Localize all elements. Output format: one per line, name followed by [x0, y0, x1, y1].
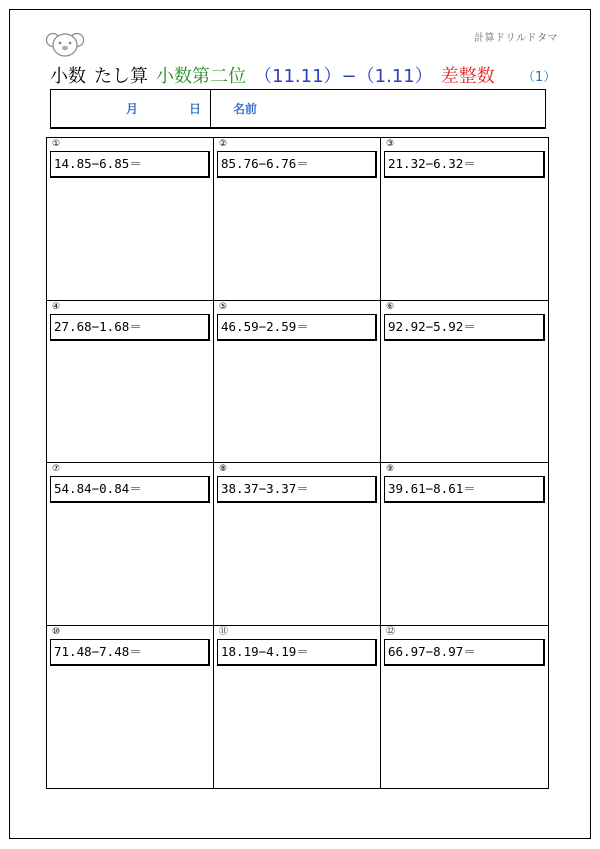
title-part-format: （11.11）−（1.11） [254, 66, 433, 87]
brand-label: 計算ドリルドタマ [474, 33, 558, 44]
problem-cell[interactable] [214, 138, 381, 301]
problem-expression: 54.84−0.84＝ [50, 476, 210, 503]
name-date-box [50, 89, 546, 129]
day-label: 日 [189, 102, 202, 116]
problem-cell[interactable] [47, 301, 214, 464]
problem-cell[interactable] [214, 463, 381, 626]
koala-face-icon [46, 28, 84, 60]
problem-expression: 14.85−6.85＝ [50, 151, 210, 178]
problem-number: ⑦ [52, 464, 61, 474]
title-part-operation: たし算 [94, 66, 148, 87]
problem-cell[interactable] [47, 626, 214, 789]
problem-cell[interactable] [381, 463, 548, 626]
problem-number: ① [52, 139, 61, 149]
problem-number: ⑩ [52, 626, 61, 637]
problem-number: ④ [52, 301, 61, 312]
problem-cell[interactable] [214, 301, 381, 464]
problem-cell[interactable] [381, 301, 548, 464]
problem-expression: 38.37−3.37＝ [217, 476, 377, 503]
title-part-decimal: 小数 [50, 66, 86, 87]
problem-expression: 39.61−8.61＝ [384, 476, 545, 503]
problem-expression: 46.59−2.59＝ [217, 314, 377, 341]
problem-expression: 71.48−7.48＝ [50, 639, 210, 666]
problem-expression: 66.97−8.97＝ [384, 639, 545, 666]
problem-expression: 21.32−6.32＝ [384, 151, 545, 178]
problem-number: ⑥ [386, 301, 395, 312]
month-label: 月 [126, 102, 139, 116]
problem-expression: 27.68−1.68＝ [50, 314, 210, 341]
problem-number: ② [219, 139, 228, 149]
problem-number: ⑨ [386, 464, 395, 474]
problem-number: ⑫ [386, 626, 396, 637]
problem-expression: 18.19−4.19＝ [217, 639, 377, 666]
problem-number: ⑧ [219, 464, 228, 474]
problem-grid [46, 137, 549, 789]
title-part-level: 小数第二位 [156, 66, 246, 87]
problem-cell[interactable] [47, 463, 214, 626]
problem-cell[interactable] [381, 138, 548, 301]
worksheet-title [50, 62, 495, 88]
name-label: 名前 [233, 102, 258, 116]
problem-expression: 92.92−5.92＝ [384, 314, 545, 341]
problem-expression: 85.76−6.76＝ [217, 151, 377, 178]
sheet-number: （1） [522, 70, 557, 85]
name-box-divider [210, 90, 211, 127]
title-part-result: 差整数 [440, 66, 495, 87]
problem-cell[interactable] [214, 626, 381, 789]
problem-number: ③ [386, 139, 395, 149]
problem-cell[interactable] [381, 626, 548, 789]
problem-number: ⑤ [219, 301, 228, 312]
problem-cell[interactable] [47, 138, 214, 301]
problem-number: ⑪ [219, 626, 229, 637]
